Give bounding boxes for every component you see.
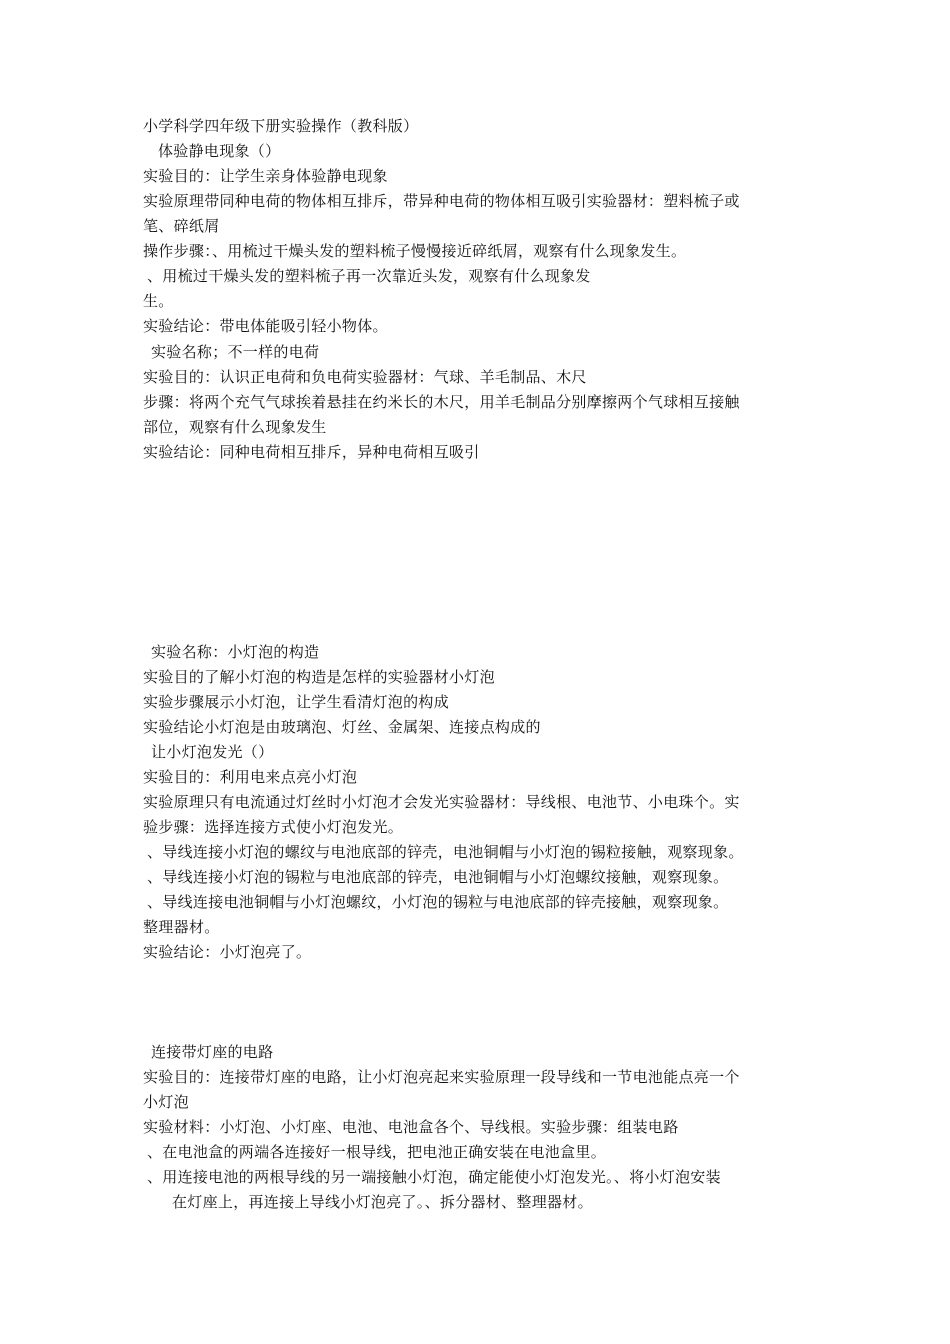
- paragraph-line: 整理器材。: [143, 918, 220, 936]
- section-heading-bulb-structure: 实验名称：小灯泡的构造: [151, 643, 320, 661]
- section-heading-different-charges: 实验名称；不一样的电荷: [151, 343, 320, 361]
- paragraph-line: 实验目的：利用电来点亮小灯泡: [143, 768, 358, 786]
- section-heading-lamp-holder-circuit: 连接带灯座的电路: [151, 1043, 274, 1061]
- paragraph-line: 验步骤：选择连接方式使小灯泡发光。: [143, 818, 404, 836]
- paragraph-line: 步骤：将两个充气气球挨着悬挂在约米长的木尺，用羊毛制品分别摩擦两个气球相互接触: [143, 393, 740, 411]
- paragraph-line: 实验原理只有电流通过灯丝时小灯泡才会发光实验器材：导线根、电池节、小电珠个。实: [143, 793, 740, 811]
- paragraph-line: 实验结论小灯泡是由玻璃泡、灯丝、金属架、连接点构成的: [143, 718, 541, 736]
- paragraph-line: 实验目的：连接带灯座的电路，让小灯泡亮起来实验原理一段导线和一节电池能点亮一个: [143, 1068, 740, 1086]
- paragraph-line: 笔、碎纸屑: [143, 217, 220, 235]
- paragraph-line: 操作步骤：、用梳过干燥头发的塑料梳子慢慢接近碎纸屑，观察有什么现象发生。: [143, 242, 687, 260]
- paragraph-line: 在灯座上，再连接上导线小灯泡亮了。、拆分器材、整理器材。: [172, 1193, 593, 1211]
- paragraph-line: 实验材料：小灯泡、小灯座、电池、电池盒各个、导线根。实验步骤：组装电路: [143, 1118, 679, 1136]
- paragraph-line: 实验目的：让学生亲身体验静电现象: [143, 167, 388, 185]
- paragraph-line: 、导线连接小灯泡的螺纹与电池底部的锌壳，电池铜帽与小灯泡的锡粒接触，观察现象。: [147, 843, 744, 861]
- paragraph-line: 实验原理带同种电荷的物体相互排斥，带异种电荷的物体相互吸引实验器材：塑料梳子或: [143, 192, 740, 210]
- document-title: 小学科学四年级下册实验操作（教科版）: [143, 117, 419, 135]
- paragraph-line: 、导线连接电池铜帽与小灯泡螺纹，小灯泡的锡粒与电池底部的锌壳接触，观察现象。: [147, 893, 729, 911]
- paragraph-line: 、用梳过干燥头发的塑料梳子再一次靠近头发，观察有什么现象发: [147, 267, 591, 285]
- paragraph-line: 实验结论：小灯泡亮了。: [143, 943, 312, 961]
- paragraph-line: 实验结论：带电体能吸引轻小物体。: [143, 317, 388, 335]
- paragraph-line: 、在电池盒的两端各连接好一根导线，把电池正确安装在电池盒里。: [147, 1143, 607, 1161]
- paragraph-line: 实验步骤展示小灯泡，让学生看清灯泡的构成: [143, 693, 450, 711]
- paragraph-line: 、用连接电池的两根导线的另一端接触小灯泡，确定能使小灯泡发光。、将小灯泡安装: [147, 1168, 721, 1186]
- paragraph-line: 生。: [143, 292, 174, 310]
- paragraph-line: 实验目的：认识正电荷和负电荷实验器材：气球、羊毛制品、木尺: [143, 368, 587, 386]
- paragraph-line: 、导线连接小灯泡的锡粒与电池底部的锌壳，电池铜帽与小灯泡螺纹接触，观察现象。: [147, 868, 729, 886]
- paragraph-line: 实验结论：同种电荷相互排斥，异种电荷相互吸引: [143, 443, 480, 461]
- section-heading-static-electricity: 体验静电现象（）: [158, 142, 281, 160]
- paragraph-line: 实验目的了解小灯泡的构造是怎样的实验器材小灯泡: [143, 668, 495, 686]
- paragraph-line: 部位，观察有什么现象发生: [143, 418, 327, 436]
- paragraph-line: 小灯泡: [143, 1093, 189, 1111]
- section-heading-light-bulb: 让小灯泡发光（）: [151, 743, 274, 761]
